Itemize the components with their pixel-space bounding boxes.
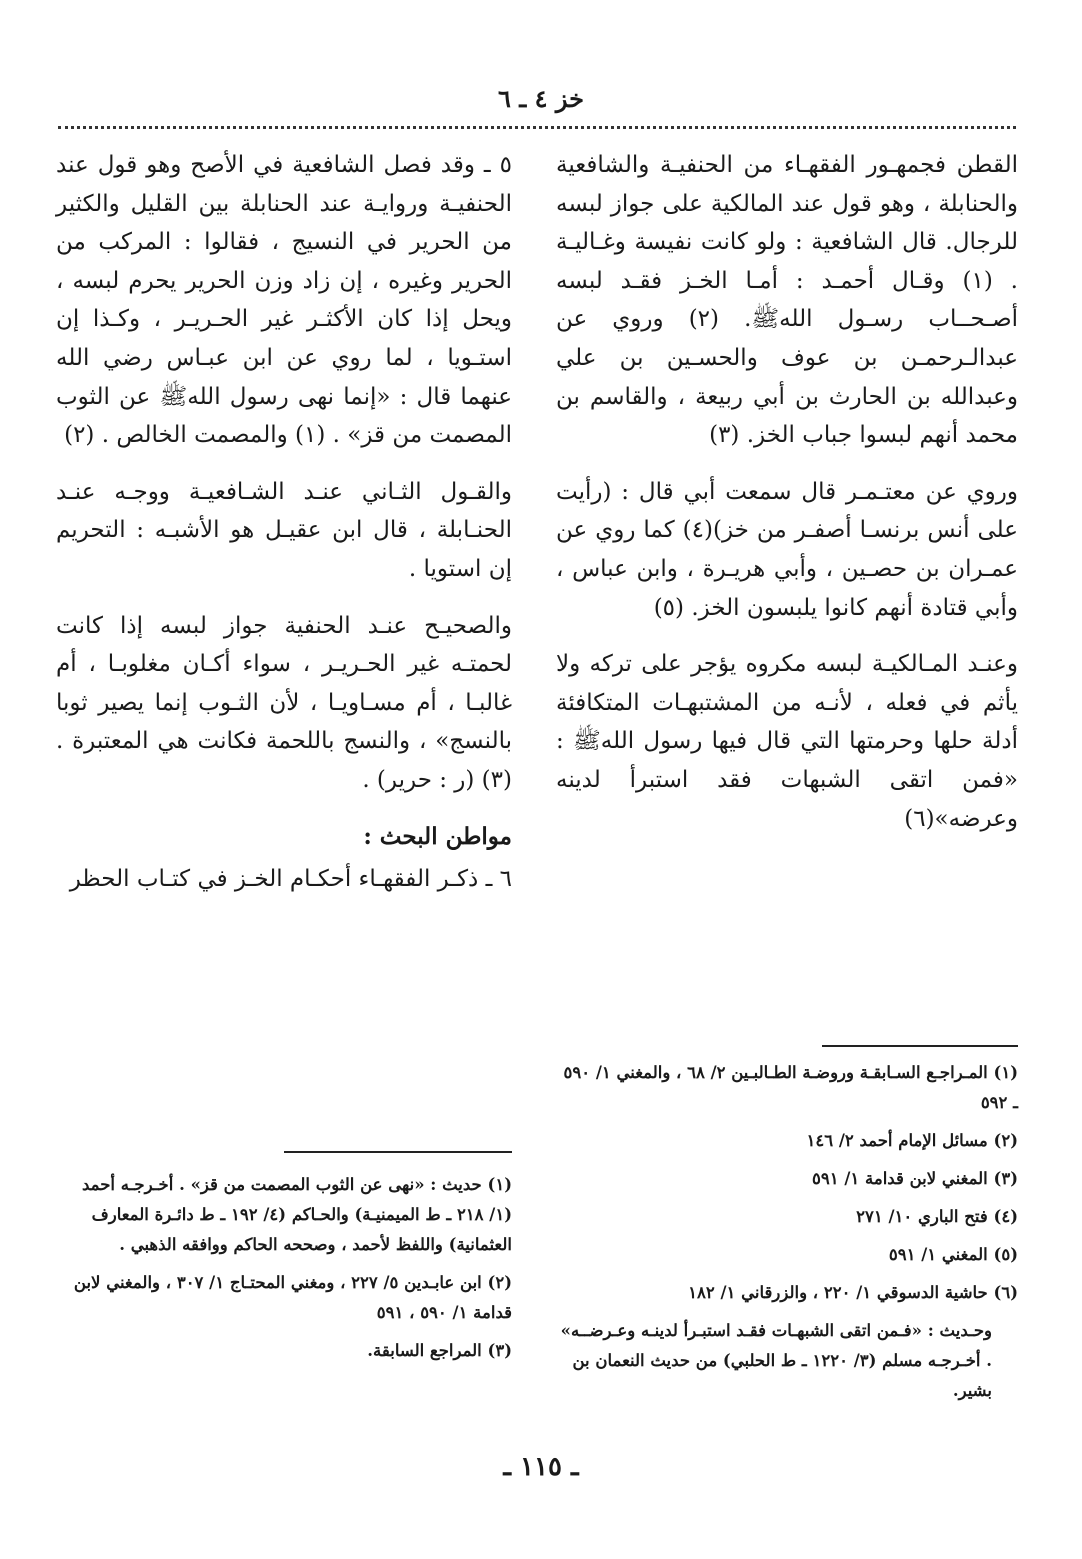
footnote-left-2: (٢) ابن عابـدين ٥/ ٢٢٧ ، ومغني المحتـاج ١/ ٣٠٧ ، والمغني لابن قدامة ١/ ٥٩٠ ، ٥٩١ [73,1273,512,1322]
footnote-left-1: (١) حديث : «نهى عن الثوب المصمت من قز» . أخـرجـه أحمد (١/ ٢١٨ ـ ط الميمنيـة) والحـاكم (٤/ ١٩٢ ـ ط دائـرة المعارف العثمانية) واللفظ لأحمد ، وصححه الحاكم ووافقه الذهبي . [82,1175,512,1254]
left-column [56,146,512,916]
footnotes-left [56,1170,512,1374]
section-heading: مواطن البحث : [363,822,512,850]
footnotes-right [556,1058,1018,1414]
footnote-left-3: (٣) المراجع السابقة. [367,1341,512,1360]
page-header-title: خز ٤ ـ ٦ [498,84,584,113]
right-paragraph-2: وروي عن معتـمـر قال سمعت أبي قال : (رأيت على أنس برنسـا أصفـر من خز)(٤) كما روي عن عمـران بن حصـين ، وأبي هريـرة ، وابن عباس ، وأبي قتادة أنهم كانوا يلبسون الخز. (٥) [556,478,1019,621]
footnote-divider-left [284,1151,512,1153]
left-paragraph-2: والقـول الثـاني عنـد الشـافعيـة ووجـه عنـد الحنـابلة ، قال ابن عقيـل هو الأشبـه : التحريم إن استويا . [56,478,512,582]
footnote-right-4: (٤) فتح الباري ١٠/ ٢٧١ [856,1207,1018,1226]
right-column [556,146,1018,856]
right-paragraph-3: وعنـد المـالكيـة لبسه مكروه يؤجر على تركه ولا يأثم في فعله ، لأنـه من المشتبهـات المتكافئة أدلة حلها وحرمتها التي قال فيها رسول اللهﷺ : «فمن اتقى الشبهات فقد استبرأ لدينه وعرضه»(٦) [556,651,1018,832]
footnote-right-6-hadith: وحـديث : «فـمن اتقى الشبهـات فقـد استبـرأ لدينـه وعـرضــه» . أخـرجـه مسلم (٣/ ١٢٢٠ ـ ط الحلبي) من حديث النعمان بن بشير. [560,1321,992,1400]
footnote-right-3: (٣) المغني لابن قدامة ١/ ٥٩١ [812,1169,1018,1188]
footnote-right-1: (١) المـراجـع السـابقـة وروضـة الطـالبـين ٢/ ٦٨ ، والمغني ١/ ٥٩٠ ـ ٥٩٢ [563,1063,1018,1112]
footnote-right-6: (٦) حاشية الدسوقي ١/ ٢٢٠ ، والزرقاني ١/ ١٨٢ [688,1283,1018,1302]
footnote-right-2: (٢) مسائل الإمام أحمد ٢/ ١٤٦ [806,1131,1018,1150]
footnote-divider-right [822,1045,1018,1047]
header-dotted-divider [58,126,1016,129]
left-paragraph-1: ٥ ـ وقد فصل الشافعية في الأصح وهو قول عند الحنفيـة وروايـة عند الحنابلة بين القليل والكثير من الحرير في النسيج ، فقالوا : المركب من الحرير وغيره ، إن زاد وزن الحرير يحرم لبسه ، ويحل إذا كان الأكثـر غير الحـريـر ، وكـذا إن استـويا ، لما روي عن ابن عبـاس رضي الله عنهما قال : «إنما نهى رسول اللهﷺ عن الثوب المصمت من قز» . (١) والمصمت الخالص . (٢) [56,152,512,449]
page-number: ـ ١١٥ ـ [503,1452,579,1482]
section-text: ٦ ـ ذكـر الفقهـاء أحكـام الخـز في كتـاب الحظر [69,865,512,892]
right-paragraph-1: القطن فجمهـور الفقهـاء من الحنفيـة والشافعية والحنابلة ، وهو قول عند المالكية على جواز لبسه للرجال. قال الشافعية : ولو كانت نفيسة وغـاليـة . (١) وقـال أحمـد : أمـا الخـز فقـد لبسه أصـحــاب رسـول اللهﷺ. (٢) وروي عن عبدالـرحمـن بن عوف والحسـين بن علي وعبدالله بن الحارث بن أبي ربيعة ، والقاسم بن محمد أنهم لبسوا جباب الخز. (٣) [556,152,1018,449]
left-paragraph-3: والصحيـح عنـد الحنفية جواز لبسه إذا كانت لحمتـه غير الحـريـر ، سواء أكـان مغلوبـا ، أم غالبـا ، أم مسـاويـا ، لأن الثـوب إنما يصير ثوبا بالنسج» ، والنسج باللحمة فكانت هي المعتبرة . (٣) (ر : حرير) . [56,612,512,793]
footnote-right-5: (٥) المغني ١/ ٥٩١ [888,1245,1018,1264]
